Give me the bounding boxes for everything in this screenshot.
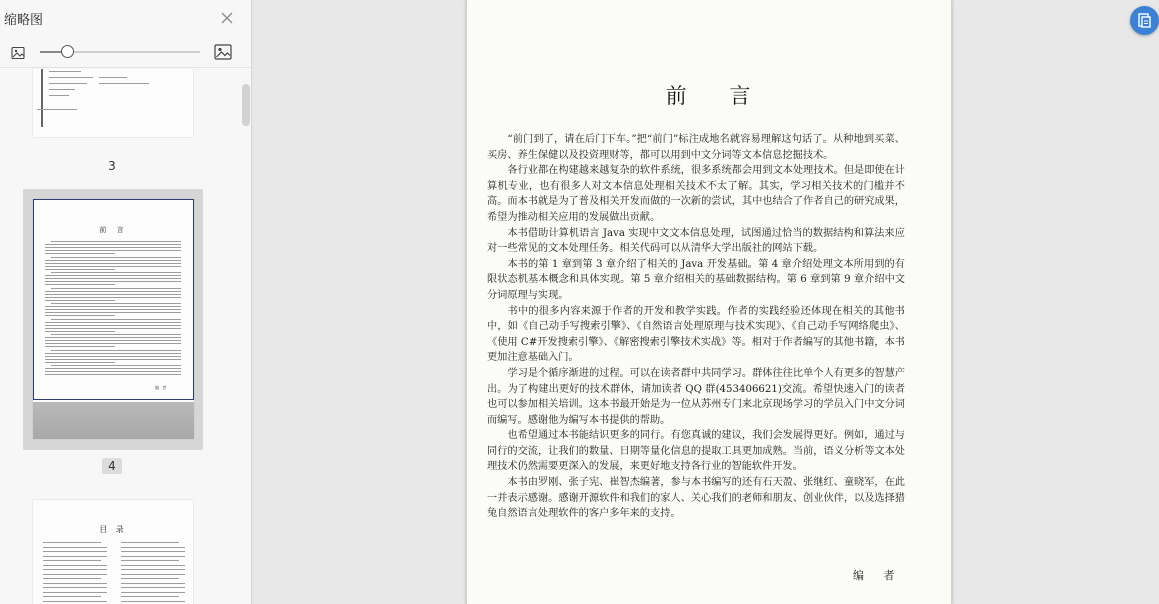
thumbnail-page-number: 4 xyxy=(0,458,224,474)
thumbnail-page-4[interactable] xyxy=(23,189,203,450)
thumbnail-text-line xyxy=(45,374,181,375)
paragraph: 书中的很多内容来源于作者的开发和教学实践。作者的实践经验还体现在相关的其他书中，如《自己动手写搜索引擎》、《自然语言处理原理与技术实现》、《自己动手写网络爬虫》、《使用 C#开发搜索引擎》、《解密搜索引擎技术实战》等。相对于作者编写的其他书籍，本书更加注意基础入门。 xyxy=(487,305,905,364)
thumbnail-page-3[interactable] xyxy=(23,69,203,149)
thumbnail-page-sign: 编 者 xyxy=(155,385,168,390)
thumbnail-text-line xyxy=(45,291,181,292)
thumbnail-text-line xyxy=(121,560,179,561)
paragraph: 本书由罗刚、张子宪、崔智杰编著，参与本书编写的还有石天盈、张继红、童晓军，在此一并表示感谢。感谢开源软件和我们的家人、关心我们的老师和朋友、创业伙伴，以及选择猎兔自然语言处理软件的客户多年来的支持。 xyxy=(487,477,905,520)
thumbnail-text-line xyxy=(45,253,115,254)
close-icon[interactable] xyxy=(219,10,235,26)
thumbnail-text-line xyxy=(45,353,181,354)
thumbnail-text-line xyxy=(121,587,185,588)
thumbnail-text-line xyxy=(121,565,185,566)
thumbnail-text-line xyxy=(45,278,181,279)
thumbnail-text-line xyxy=(45,309,181,310)
sidebar-header xyxy=(0,0,252,36)
thumbnail-text-line xyxy=(51,241,181,242)
thumbnail-text-line xyxy=(43,556,107,557)
thumbnail-list xyxy=(0,69,252,604)
page-title: 前 言 xyxy=(665,84,769,108)
slider-handle[interactable] xyxy=(61,45,74,58)
thumbnail-sidebar xyxy=(0,0,252,604)
thumbnail-text-line xyxy=(43,569,107,570)
thumbnail-text-line xyxy=(121,551,185,552)
thumbnail-text-line xyxy=(45,312,181,313)
thumbnail-image xyxy=(33,500,193,604)
thumbnail-text-line xyxy=(121,542,179,543)
thumbnail-text-line xyxy=(45,356,181,357)
thumbnail-text-line xyxy=(45,368,181,369)
thumbnail-text-line xyxy=(45,328,181,329)
image-large-icon[interactable] xyxy=(214,43,232,61)
page-signature: 编 者 xyxy=(853,569,903,582)
thumbnail-text-line xyxy=(45,263,181,264)
thumbnail-size-slider[interactable] xyxy=(40,44,200,60)
thumbnail-text-line xyxy=(43,551,107,552)
thumbnail-text-line xyxy=(45,322,181,323)
sidebar-scrollbar[interactable] xyxy=(242,84,250,126)
thumbnail-text-line xyxy=(51,257,181,258)
paragraph: 本书借助计算机语言 Java 实现中文文本信息处理，试图通过恰当的数据结构和算法来应对一些常见的文本处理任务。相关代码可以从清华大学出版社的网站下载。 xyxy=(487,227,905,255)
image-small-icon[interactable] xyxy=(11,46,25,60)
thumbnail-text-line xyxy=(43,587,107,588)
thumbnail-text-line xyxy=(45,337,181,338)
page-tool-button[interactable] xyxy=(1130,6,1159,35)
thumbnail-text-line xyxy=(121,569,185,570)
thumbnail-text-line xyxy=(45,297,181,298)
thumbnail-text-line xyxy=(45,359,181,360)
thumbnail-text-line xyxy=(45,275,181,276)
thumbnail-text-line xyxy=(45,250,181,251)
thumbnail-text-line xyxy=(43,560,101,561)
thumbnail-text-line xyxy=(43,574,107,575)
thumbnail-text-line xyxy=(43,596,101,597)
thumbnail-page-number: 3 xyxy=(108,159,116,173)
thumbnail-text-line xyxy=(45,343,181,344)
thumbnail-text-line xyxy=(51,365,181,366)
thumbnail-text-line xyxy=(45,284,115,285)
paragraph: 也希望通过本书能结识更多的同行。有您真诚的建议，我们会发展得更好。例如，通过与同行的交流，让我们的数量、日期等量化信息的提取工具更加成熟。当前，语义分析等文本处理技术仍然需要更深入的发展，来更好地支持各行业的智能软件开发。 xyxy=(487,430,905,473)
paragraph: 本书的第 1 章到第 3 章介绍了相关的 Java 开发基础。第 4 章介绍处理文本所用到的有限状态机基本概念和具体实现。第 5 章介绍相关的基础数据结构。第 6 章到第 9 章介绍中文分词原理与实现。 xyxy=(487,258,905,301)
thumbnail-text-line xyxy=(121,547,185,548)
paragraph: “前门到了，请在后门下车。”把“前门”标注成地名就容易理解这句话了。从种地到买菜、买房、养生保健以及投资理财等，都可以用到中文分词等文本信息挖掘技术。 xyxy=(487,134,905,161)
thumbnail-text-line xyxy=(43,592,107,593)
page-body xyxy=(487,132,905,522)
thumbnail-text-line xyxy=(45,371,181,372)
thumbnail-text-line xyxy=(45,331,115,332)
thumbnail-text-line xyxy=(51,288,181,289)
paragraph: 学习是个循序渐进的过程。可以在读者群中共同学习。群体往往比单个人有更多的智慧产出。为了构建出更好的技术群体，请加读者 QQ 群(453406621)交流。希望快速入门的读者也可以参加相关培训。这本书最开始是为一位从苏州专门来北京现场学习的学员入门中文分词而编写。感谢他为编写本书提供的帮助。 xyxy=(487,367,905,426)
thumbnail-text-line xyxy=(45,340,181,341)
thumbnail-text-line xyxy=(43,583,107,584)
thumbnail-text-line xyxy=(121,596,179,597)
thumbnail-text-line xyxy=(43,578,101,579)
thumbnail-text-line xyxy=(45,362,115,363)
thumbnail-text-line xyxy=(45,281,181,282)
sidebar-title: 缩略图 xyxy=(4,13,44,28)
thumbnail-text-line xyxy=(45,306,181,307)
thumbnail-text-line xyxy=(43,565,107,566)
thumbnail-text-line xyxy=(43,601,107,602)
thumbnail-text-line xyxy=(43,547,107,548)
thumbnail-text-line xyxy=(45,325,181,326)
thumbnail-text-line xyxy=(43,542,101,543)
thumbnail-text-line xyxy=(45,300,115,301)
thumbnail-text-line xyxy=(45,269,115,270)
thumbnail-text-line xyxy=(45,266,181,267)
thumbnail-text-line xyxy=(121,578,179,579)
thumbnail-text-line xyxy=(45,244,181,245)
thumbnail-text-line xyxy=(45,260,181,261)
thumbnail-text-line xyxy=(121,583,185,584)
thumbnail-text-line xyxy=(45,346,115,347)
thumbnail-text-line xyxy=(51,350,181,351)
thumbnail-page-title: 目 录 xyxy=(99,525,127,534)
thumbnail-page-title: 前 言 xyxy=(99,226,128,234)
thumbnail-text-line xyxy=(51,272,181,273)
page-tool-icon xyxy=(1130,6,1159,35)
thumbnail-text-line xyxy=(121,592,185,593)
thumbnail-text-line xyxy=(45,294,181,295)
thumbnail-text-line xyxy=(45,315,115,316)
thumbnail-text-line xyxy=(51,319,181,320)
thumbnail-image xyxy=(33,199,194,439)
thumbnail-text-line xyxy=(121,556,185,557)
thumbnail-zoom-bar xyxy=(0,38,252,68)
thumbnail-text-line xyxy=(121,574,185,575)
document-page xyxy=(466,0,952,604)
thumbnail-text-line xyxy=(51,334,181,335)
paragraph: 各行业都在构建越来越复杂的软件系统，很多系统都会用到文本处理技术。但是即使在计算机专业，也有很多人对文本信息处理相关技术不太了解。其实，学习相关技术的门槛并不高。而本书就是为了普及相关开发而做的一次新的尝试，其中也结合了作者自己的研究成果，希望为推动相关应用的发展做出贡献。 xyxy=(487,165,905,223)
thumbnail-page-5[interactable] xyxy=(23,490,203,604)
thumbnail-text-line xyxy=(45,247,181,248)
thumbnail-image xyxy=(33,69,193,137)
thumbnail-text-line xyxy=(51,303,181,304)
document-viewer xyxy=(253,0,1159,604)
thumbnail-text-line xyxy=(121,601,185,602)
